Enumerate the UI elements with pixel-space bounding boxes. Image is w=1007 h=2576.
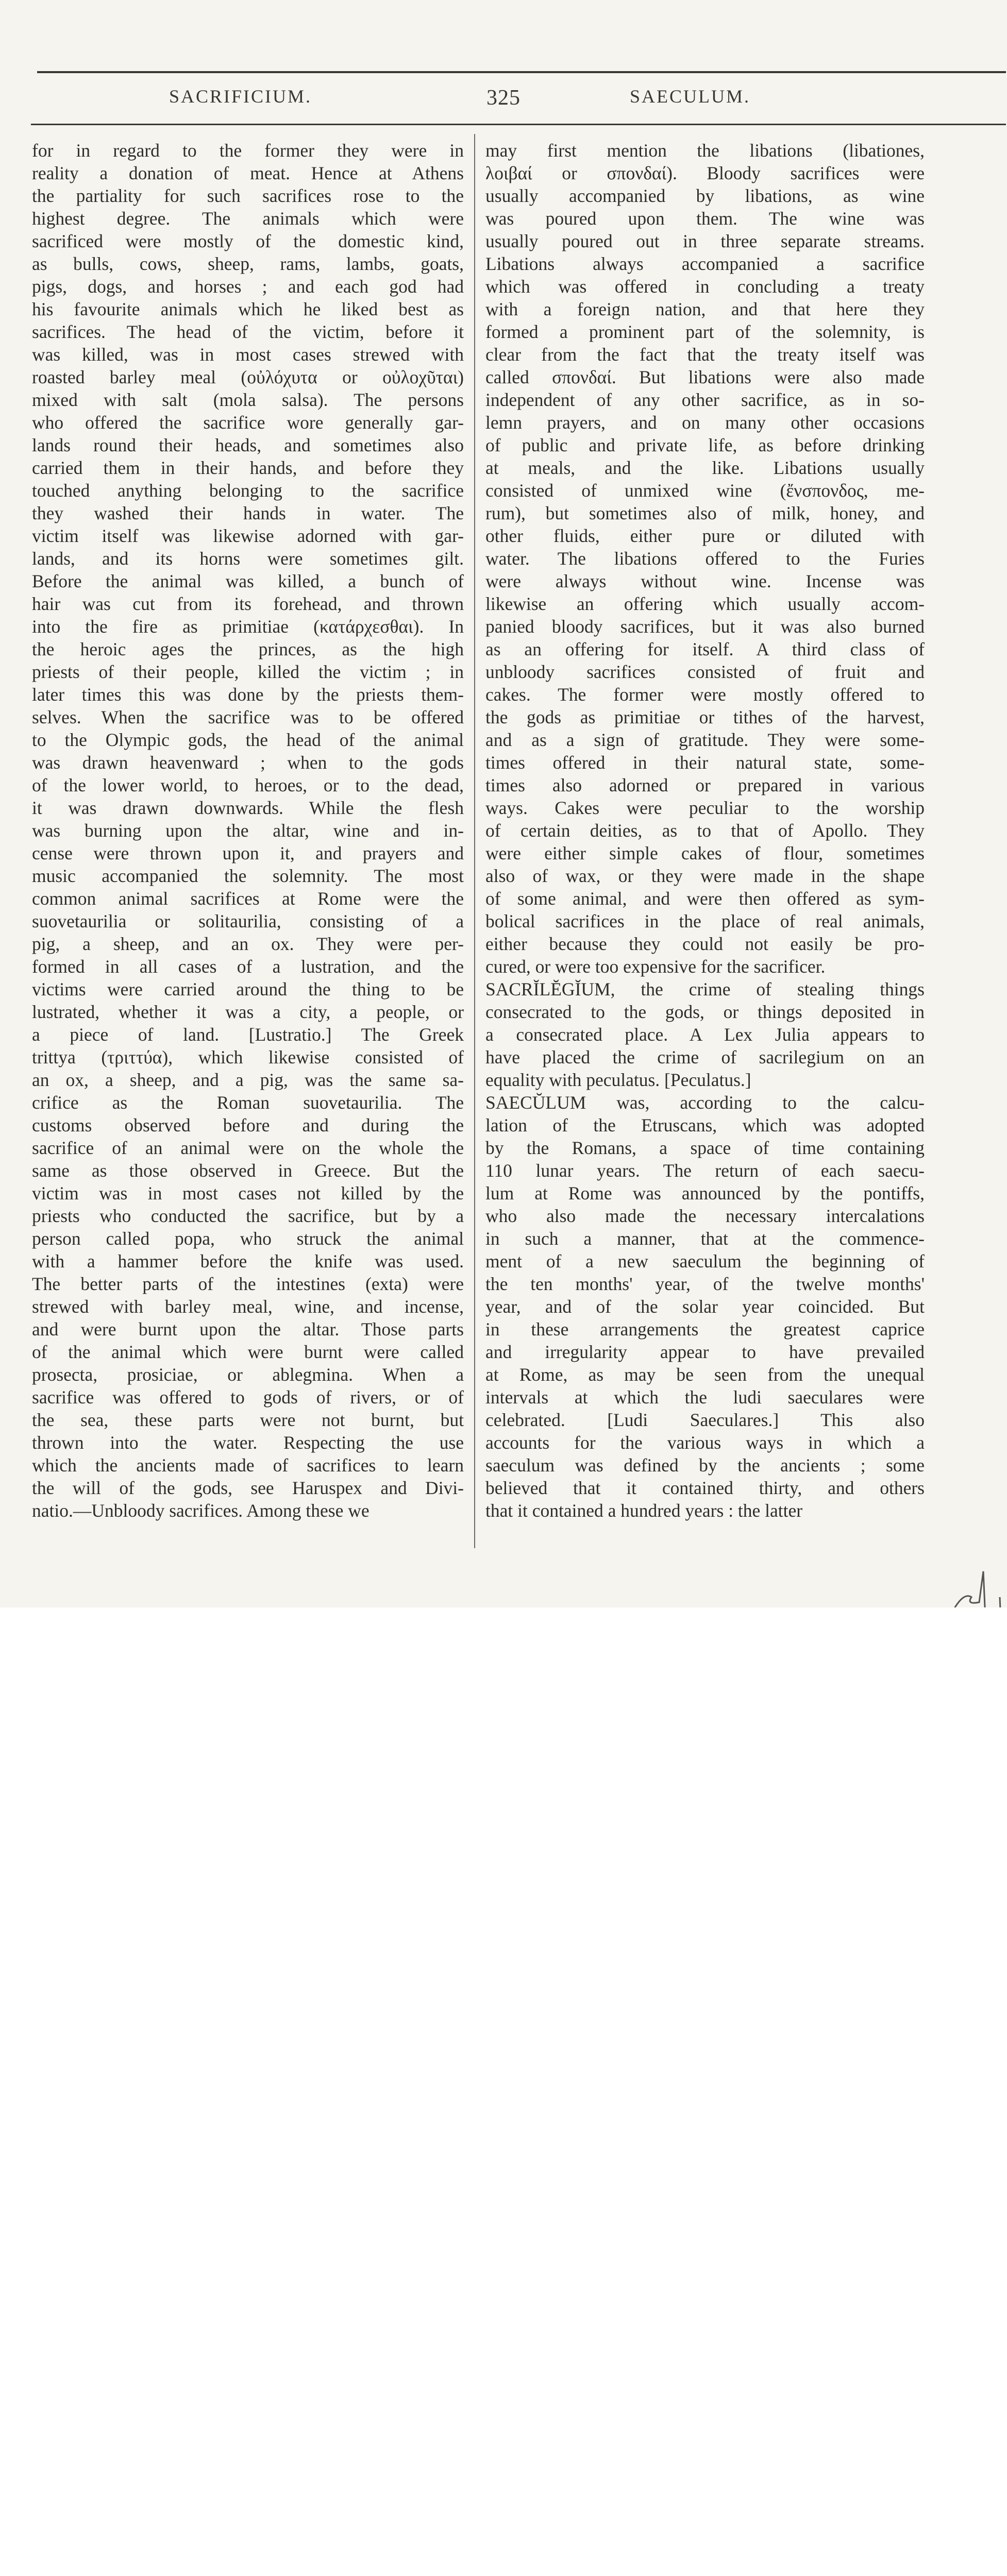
header-rule: [31, 124, 1006, 125]
text-line: unbloody sacrifices consisted of fruit and: [485, 662, 925, 682]
column-divider: [474, 134, 475, 1548]
text-line: which the ancients made of sacrifices to learn: [32, 1455, 464, 1476]
text-line: of public and private life, as before drinking: [485, 435, 925, 455]
text-line: equality with peculatus. [Peculatus.]: [485, 1070, 751, 1090]
text-line: celebrated. [Ludi Saeculares.] This also: [485, 1410, 925, 1430]
page-number: 325: [486, 86, 521, 110]
text-line: times offered in their natural state, some-: [485, 752, 925, 773]
text-line: times also adorned or prepared in various: [485, 775, 925, 795]
text-line: a consecrated place. A Lex Julia appears to: [485, 1024, 925, 1045]
header-right-title: SAECULUM.: [630, 86, 751, 107]
text-line: likewise an offering which usually accom-: [485, 594, 925, 614]
top-rule: [37, 71, 1006, 73]
text-line: accounts for the various ways in which a: [485, 1432, 925, 1453]
text-line: formed a prominent part of the solemnity, is: [485, 321, 925, 342]
text-line: either because they could not easily be pro-: [485, 934, 925, 954]
text-line: the ten months' year, of the twelve months': [485, 1274, 925, 1294]
text-line: SAECŬLUM was, according to the calcu-: [485, 1092, 925, 1113]
text-line: touched anything belonging to the sacrifice: [32, 480, 464, 501]
text-line: and irregularity appear to have prevailed: [485, 1342, 925, 1362]
text-line: were always without wine. Incense was: [485, 571, 925, 591]
text-line: of some animal, and were then offered as sym-: [485, 888, 925, 909]
text-line: The better parts of the intestines (exta) were: [32, 1274, 464, 1294]
text-line: at Rome, as may be seen from the unequal: [485, 1364, 925, 1385]
text-line: his favourite animals which he liked best as: [32, 299, 464, 319]
text-line: that it contained a hundred years : the latter: [485, 1500, 803, 1521]
text-line: clear from the fact that the treaty itself was: [485, 344, 925, 365]
text-line: Libations always accompanied a sacrifice: [485, 253, 925, 274]
text-line: cakes. The former were mostly offered to: [485, 684, 925, 705]
text-line: trittya (τριττύα), which likewise consisted of: [32, 1047, 464, 1067]
text-line: as an offering for itself. A third class of: [485, 639, 925, 659]
text-line: usually poured out in three separate streams.: [485, 231, 925, 251]
text-line: suovetaurilia or solitaurilia, consisting of a: [32, 911, 464, 931]
text-line: λοιβαί or σπονδαί). Bloody sacrifices were: [485, 163, 925, 183]
text-line: hair was cut from its forehead, and thrown: [32, 594, 464, 614]
text-line: it was drawn downwards. While the flesh: [32, 798, 464, 818]
text-line: lustrated, whether it was a city, a people, or: [32, 1002, 464, 1022]
text-line: with a hammer before the knife was used.: [32, 1251, 464, 1272]
text-line: cured, or were too expensive for the sacrificer.: [485, 956, 826, 977]
text-line: reality a donation of meat. Hence at Athens: [32, 163, 464, 183]
text-line: sacrifice of an animal were on the whole the: [32, 1138, 464, 1158]
left-column: [32, 139, 464, 1522]
text-line: customs observed before and during the: [32, 1115, 464, 1136]
text-line: victim was in most cases not killed by the: [32, 1183, 464, 1204]
text-line: by the Romans, a space of time containing: [485, 1138, 925, 1158]
text-line: usually accompanied by libations, as wine: [485, 185, 925, 206]
text-line: consisted of unmixed wine (ἔνσπονδος, me-: [485, 480, 925, 501]
text-line: priests who conducted the sacrifice, but by a: [32, 1206, 464, 1226]
right-column: [485, 139, 925, 1522]
running-header: [0, 86, 1007, 116]
text-line: may first mention the libations (libationes,: [485, 140, 925, 161]
text-line: at meals, and the like. Libations usually: [485, 457, 925, 478]
text-line: selves. When the sacrifice was to be offered: [32, 707, 464, 727]
text-line: pig, a sheep, and an ox. They were per-: [32, 934, 464, 954]
text-line: formed in all cases of a lustration, and the: [32, 956, 464, 977]
text-line: bolical sacrifices in the place of real animals,: [485, 911, 925, 931]
text-line: which was offered in concluding a treaty: [485, 276, 925, 297]
text-line: mixed with salt (mola salsa). The persons: [32, 389, 464, 410]
text-line: have placed the crime of sacrilegium on an: [485, 1047, 925, 1067]
text-line: consecrated to the gods, or things deposited in: [485, 1002, 925, 1022]
text-line: into the fire as primitiae (κατάρχεσθαι). In: [32, 616, 464, 637]
text-line: in these arrangements the greatest caprice: [485, 1319, 925, 1340]
text-line: priests of their people, killed the victim ; in: [32, 662, 464, 682]
digitization-footer: [0, 1607, 1007, 1689]
text-line: highest degree. The animals which were: [32, 208, 464, 229]
text-line: natio.—Unbloody sacrifices. Among these we: [32, 1500, 370, 1521]
text-line: roasted barley meal (οὐλόχυτα or οὐλοχῦται): [32, 367, 464, 387]
text-line: of the lower world, to heroes, or to the dead,: [32, 775, 464, 795]
text-line: an ox, a sheep, and a pig, was the same sa-: [32, 1070, 464, 1090]
text-line: Before the animal was killed, a bunch of: [32, 571, 464, 591]
text-line: the gods as primitiae or tithes of the harvest,: [485, 707, 925, 727]
text-line: were either simple cakes of flour, sometimes: [485, 843, 925, 863]
text-line: year, and of the solar year coincided. But: [485, 1296, 925, 1317]
text-line: lum at Rome was announced by the pontiffs,: [485, 1183, 925, 1204]
text-line: believed that it contained thirty, and others: [485, 1478, 925, 1498]
text-line: of certain deities, as to that of Apollo. They: [485, 820, 925, 841]
text-line: lands round their heads, and sometimes also: [32, 435, 464, 455]
text-line: sacrifices. The head of the victim, before it: [32, 321, 464, 342]
text-line: sacrifice was offered to gods of rivers, or of: [32, 1387, 464, 1408]
text-line: was burning upon the altar, wine and in-: [32, 820, 464, 841]
text-line: panied bloody sacrifices, but it was also burned: [485, 616, 925, 637]
text-line: crifice as the Roman suovetaurilia. The: [32, 1092, 464, 1113]
text-line: victim itself was likewise adorned with gar-: [32, 526, 464, 546]
text-line: music accompanied the solemnity. The most: [32, 866, 464, 886]
text-line: carried them in their hands, and before they: [32, 457, 464, 478]
text-line: lands, and its horns were sometimes gilt.: [32, 548, 464, 569]
text-line: who offered the sacrifice wore generally gar-: [32, 412, 464, 433]
text-line: for in regard to the former they were in: [32, 140, 464, 161]
text-line: SACRĬLĔGĬUM, the crime of stealing things: [485, 979, 925, 999]
header-left-title: SACRIFICIUM.: [169, 86, 312, 107]
text-line: and as a sign of gratitude. They were some-: [485, 730, 925, 750]
text-line: victims were carried around the thing to be: [32, 979, 464, 999]
text-line: strewed with barley meal, wine, and incense,: [32, 1296, 464, 1317]
text-line: thrown into the water. Respecting the use: [32, 1432, 464, 1453]
text-line: ment of a new saeculum the beginning of: [485, 1251, 925, 1272]
text-line: prosecta, prosiciae, or ablegmina. When a: [32, 1364, 464, 1385]
text-line: later times this was done by the priests them-: [32, 684, 464, 705]
text-line: ways. Cakes were peculiar to the worship: [485, 798, 925, 818]
text-line: sacrificed were mostly of the domestic kind,: [32, 231, 464, 251]
text-line: was killed, was in most cases strewed with: [32, 344, 464, 365]
text-line: a piece of land. [Lustratio.] The Greek: [32, 1024, 464, 1045]
text-line: the partiality for such sacrifices rose to the: [32, 185, 464, 206]
text-line: called σπονδαί. But libations were also made: [485, 367, 925, 387]
text-line: the sea, these parts were not burnt, but: [32, 1410, 464, 1430]
text-line: with a foreign nation, and that here they: [485, 299, 925, 319]
text-line: intervals at which the ludi saeculares were: [485, 1387, 925, 1408]
text-line: lemn prayers, and on many other occasions: [485, 412, 925, 433]
text-line: was drawn heavenward ; when to the gods: [32, 752, 464, 773]
text-line: water. The libations offered to the Furies: [485, 548, 925, 569]
text-line: cense were thrown upon it, and prayers and: [32, 843, 464, 863]
text-line: also of wax, or they were made in the shape: [485, 866, 925, 886]
text-line: rum), but sometimes also of milk, honey, and: [485, 503, 925, 523]
text-line: common animal sacrifices at Rome were the: [32, 888, 464, 909]
text-line: as bulls, cows, sheep, rams, lambs, goats,: [32, 253, 464, 274]
text-line: lation of the Etruscans, which was adopted: [485, 1115, 925, 1136]
text-line: the will of the gods, see Haruspex and Divi-: [32, 1478, 464, 1498]
text-line: independent of any other sacrifice, as in so-: [485, 389, 925, 410]
text-line: saeculum was defined by the ancients ; some: [485, 1455, 925, 1476]
text-line: same as those observed in Greece. But the: [32, 1160, 464, 1181]
text-line: the heroic ages the princes, as the high: [32, 639, 464, 659]
text-line: was poured upon them. The wine was: [485, 208, 925, 229]
text-line: person called popa, who struck the animal: [32, 1228, 464, 1249]
text-line: other fluids, either pure or diluted with: [485, 526, 925, 546]
text-line: pigs, dogs, and horses ; and each god had: [32, 276, 464, 297]
text-line: they washed their hands in water. The: [32, 503, 464, 523]
text-line: in such a manner, that at the commence-: [485, 1228, 925, 1249]
text-line: who also made the necessary intercalations: [485, 1206, 925, 1226]
text-line: 110 lunar years. The return of each saecu-: [485, 1160, 925, 1181]
text-line: of the animal which were burnt were called: [32, 1342, 464, 1362]
text-line: and were burnt upon the altar. Those parts: [32, 1319, 464, 1340]
text-line: to the Olympic gods, the head of the animal: [32, 730, 464, 750]
